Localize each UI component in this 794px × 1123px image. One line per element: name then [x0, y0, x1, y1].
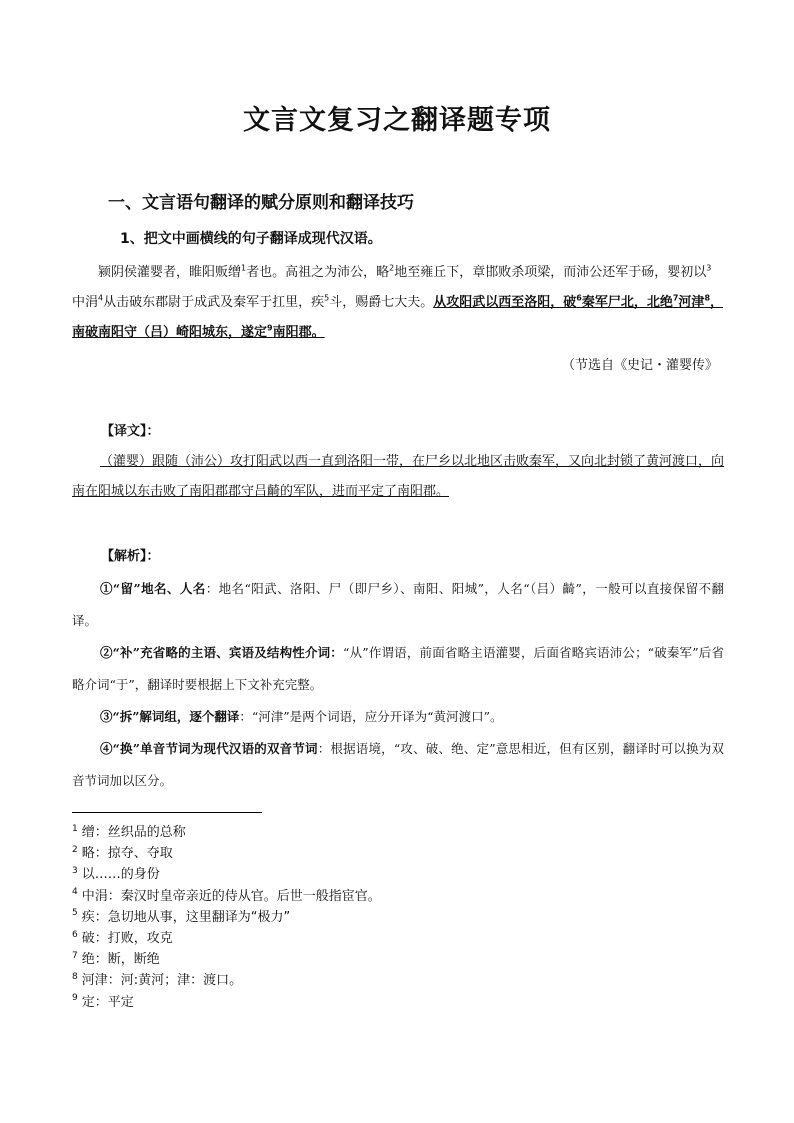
footnote-number: 2: [72, 844, 78, 855]
footnote-divider: [72, 812, 262, 813]
footnote-item: [72, 949, 381, 970]
section-heading: 一、文言语句翻译的赋分原则和翻译技巧: [108, 193, 414, 213]
footnote-ref: 1: [241, 263, 247, 273]
analysis-text: “从”作谓语，前面省略主语灌婴，后面省略宾语沛公；“破秦军”后省略介词“于”，翻译时要根据上下文补充完整。: [72, 645, 724, 692]
footnote-ref: 9: [267, 323, 273, 333]
analysis-key: ③“拆”解词组，逐个翻译: [100, 709, 240, 724]
footnote-number: 9: [72, 993, 78, 1004]
footnote-text: 绝：断，断绝: [81, 952, 160, 968]
footnote-text: 定：平定: [81, 994, 134, 1010]
analysis-label: 【解析】：: [101, 549, 160, 564]
footnote-text: 缯：丝织品的总称: [81, 825, 186, 840]
analysis-item: [72, 573, 724, 637]
footnote-item: [72, 928, 381, 949]
footnote-item: [72, 992, 381, 1013]
footnote-ref: 3: [706, 263, 712, 273]
footnote-item: [72, 886, 381, 907]
passage-text: 从击破东郡尉于成武及秦军于扛里，疾: [103, 295, 325, 310]
underlined-text: 南阳郡。: [272, 325, 325, 340]
footnote-ref: 2: [389, 263, 395, 273]
footnote-text: 略：掠夺、夺取: [81, 846, 173, 862]
footnote-ref: 8: [704, 293, 711, 303]
analysis-key: ④“换”单音节词为现代汉语的双音节词: [100, 741, 318, 756]
footnote-number: 5: [72, 908, 78, 919]
footnote-item: [72, 970, 381, 991]
underlined-text: ，南破南阳守（吕）崎阳城东，遂定: [72, 295, 724, 340]
analysis-text: ：根据语境，“攻、破、绝、定”意思相近，但有区别，翻译时可以换为双音节词加以区分。: [72, 741, 724, 788]
footnote-ref: 5: [324, 293, 330, 303]
passage-paragraph: [72, 258, 724, 348]
analysis-text: ：地名“阳武、洛阳、尸（即尸乡）、南阳、阳城”，人名“（吕）齮”，一般可以直接保留不翻译。: [72, 581, 724, 628]
footnotes-list: [72, 822, 381, 1013]
underlined-text: 河津: [678, 295, 705, 310]
passage-text: 地至雍丘下，章邯败杀项梁，而沛公还军于砀，婴初以: [394, 265, 707, 280]
passage-text: 者也。高祖之为沛公，略: [246, 265, 390, 280]
footnote-number: 7: [72, 950, 78, 961]
analysis-item: [72, 733, 724, 797]
footnote-text: 河津：河:黄河；津：渡口。: [81, 973, 243, 989]
translation-paragraph: （灌婴）跟随（沛公）攻打阳武以西一直到洛阳一带，在尸乡以北地区击败秦军，又向北封锁了黄河渡口，向南在阳城以东击败了南阳郡郡守吕齮的军队，进而平定了南阳郡。: [72, 454, 725, 499]
analysis-item: [72, 701, 724, 733]
analysis-item: [72, 637, 724, 701]
passage-text: 中涓: [72, 295, 99, 310]
analysis-key: ②“补”充省略的主语、宾语及结构性介词：: [100, 645, 343, 660]
underlined-text: 秦军尸北，北绝: [581, 295, 673, 310]
footnote-item: [72, 864, 381, 885]
footnote-ref: 6: [576, 293, 582, 303]
footnote-item: [72, 843, 381, 864]
question-heading: 1、把文中画横线的句子翻译成现代汉语。: [120, 231, 382, 247]
footnote-ref: 7: [672, 293, 679, 303]
passage-text: 斗，赐爵七大夫。: [329, 295, 434, 310]
source-citation: （节选自《史记・灌婴传》: [561, 358, 718, 373]
footnote-text: 疾：急切地从事，这里翻译为“极力”: [81, 909, 291, 925]
footnote-number: 4: [72, 887, 78, 898]
passage-text: 颍阴侯灌婴者，睢阳贩缯: [98, 265, 242, 280]
footnote-text: 以……的身份: [81, 867, 160, 883]
footnote-number: 1: [72, 823, 78, 834]
footnote-text: 中涓：秦汉时皇帝亲近的侍从官。后世一般指宦官。: [81, 888, 381, 904]
footnote-number: 6: [72, 929, 78, 940]
footnote-number: 8: [72, 972, 78, 983]
underlined-text: 从攻阳武以西至洛阳，破: [433, 295, 577, 310]
footnote-text: 破：打败，攻克: [81, 931, 173, 947]
footnote-item: [72, 822, 381, 843]
analysis-list: [72, 573, 724, 797]
footnote-ref: 4: [98, 293, 104, 303]
analysis-text: ：“河津”是两个词语，应分开译为“黄河渡口”。: [239, 709, 503, 724]
analysis-key: ①“留”地名、人名: [100, 581, 206, 596]
translation-label: 【译文】：: [101, 424, 160, 439]
footnote-number: 3: [72, 866, 78, 877]
footnote-item: [72, 907, 381, 928]
page-title: 文言文复习之翻译题专项: [243, 105, 551, 136]
